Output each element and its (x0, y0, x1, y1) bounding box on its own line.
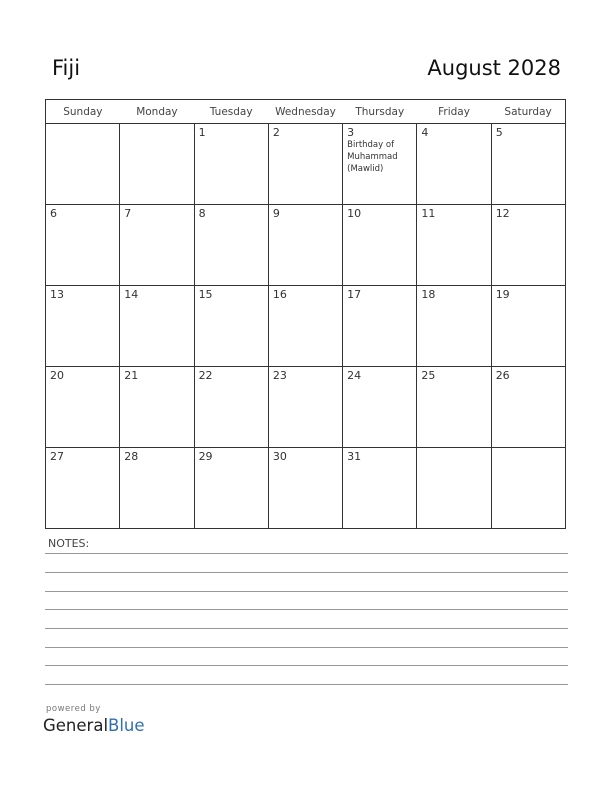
day-cell (343, 124, 417, 205)
day-cell (491, 286, 565, 367)
day-number: 27 (50, 450, 64, 463)
day-cell (194, 367, 268, 448)
day-number: 6 (50, 207, 57, 220)
day-number: 9 (272, 207, 280, 220)
notes-line[interactable] (45, 572, 568, 573)
weekday-header: Saturday (491, 100, 565, 124)
day-number: 20 (50, 369, 64, 382)
day-cell (491, 367, 565, 448)
day-cell (491, 205, 565, 286)
day-cell (46, 286, 120, 367)
day-cell (268, 124, 342, 205)
day-number: 4 (421, 126, 429, 139)
day-number: 1 (198, 126, 206, 139)
day-number: 17 (347, 288, 362, 301)
holiday-label: Birthday of Muhammad (Mawlid) (347, 140, 398, 174)
week-row (46, 367, 566, 448)
notes-line[interactable] (45, 665, 568, 666)
brand-general: General (43, 716, 109, 735)
day-cell (46, 448, 120, 529)
notes-line[interactable] (45, 684, 568, 685)
brand-blue: Blue (108, 716, 145, 735)
day-number: 14 (124, 288, 139, 301)
week-row (46, 124, 566, 205)
country-title: Fiji (52, 56, 81, 80)
day-number: 28 (124, 450, 139, 463)
weekday-header: Friday (417, 100, 491, 124)
day-cell (46, 205, 120, 286)
day-cell (120, 205, 194, 286)
day-cell (417, 124, 491, 205)
day-number: 25 (421, 369, 436, 382)
day-number: 24 (347, 369, 362, 382)
day-cell (268, 286, 342, 367)
notes-line[interactable] (45, 647, 568, 648)
day-number: 3 (347, 126, 355, 139)
day-cell (46, 367, 120, 448)
weekday-header: Wednesday (268, 100, 342, 124)
week-row (46, 286, 566, 367)
day-cell (268, 367, 342, 448)
week-row (46, 205, 566, 286)
notes-line[interactable] (45, 609, 568, 610)
weekday-header: Thursday (343, 100, 417, 124)
day-cell (194, 448, 268, 529)
day-number: 31 (347, 450, 362, 463)
day-number: 2 (272, 126, 280, 139)
day-cell (343, 367, 417, 448)
day-cell (417, 448, 491, 529)
day-number: 7 (124, 207, 132, 220)
month-title: August 2028 (427, 56, 561, 80)
day-number: 26 (495, 369, 510, 382)
day-number: 5 (495, 126, 503, 139)
notes-line[interactable] (45, 628, 568, 629)
notes-line[interactable] (45, 553, 568, 554)
day-cell (120, 124, 194, 205)
day-cell (417, 367, 491, 448)
day-cell (417, 286, 491, 367)
weekday-header: Sunday (46, 100, 120, 124)
day-number: 16 (272, 288, 287, 301)
day-cell (417, 205, 491, 286)
day-cell (343, 205, 417, 286)
notes-line[interactable] (45, 591, 568, 592)
weekday-header-row (46, 100, 566, 124)
day-number: 29 (198, 450, 213, 463)
calendar-grid (45, 99, 566, 529)
day-cell (120, 448, 194, 529)
day-cell (194, 205, 268, 286)
day-number: 10 (347, 207, 362, 220)
day-cell (46, 124, 120, 205)
day-number: 13 (50, 288, 64, 301)
day-number: 30 (272, 450, 287, 463)
day-number: 15 (198, 288, 213, 301)
day-number: 18 (421, 288, 436, 301)
generalblue-logo[interactable] (43, 716, 145, 735)
day-cell (120, 367, 194, 448)
day-cell (120, 286, 194, 367)
weekday-header: Monday (120, 100, 194, 124)
day-cell (343, 448, 417, 529)
day-number: 11 (421, 207, 436, 220)
day-number: 8 (198, 207, 206, 220)
day-number: 19 (495, 288, 510, 301)
day-number: 23 (272, 369, 287, 382)
day-cell (194, 286, 268, 367)
day-number: 12 (495, 207, 510, 220)
week-row (46, 448, 566, 529)
notes-label: NOTES: (48, 537, 90, 550)
day-cell (194, 124, 268, 205)
powered-by-text: powered by (46, 704, 101, 714)
day-number: 22 (198, 369, 213, 382)
day-cell (343, 286, 417, 367)
day-number: 21 (124, 369, 139, 382)
day-cell (268, 448, 342, 529)
day-cell (491, 124, 565, 205)
day-cell (268, 205, 342, 286)
weekday-header: Tuesday (194, 100, 268, 124)
day-cell (491, 448, 565, 529)
